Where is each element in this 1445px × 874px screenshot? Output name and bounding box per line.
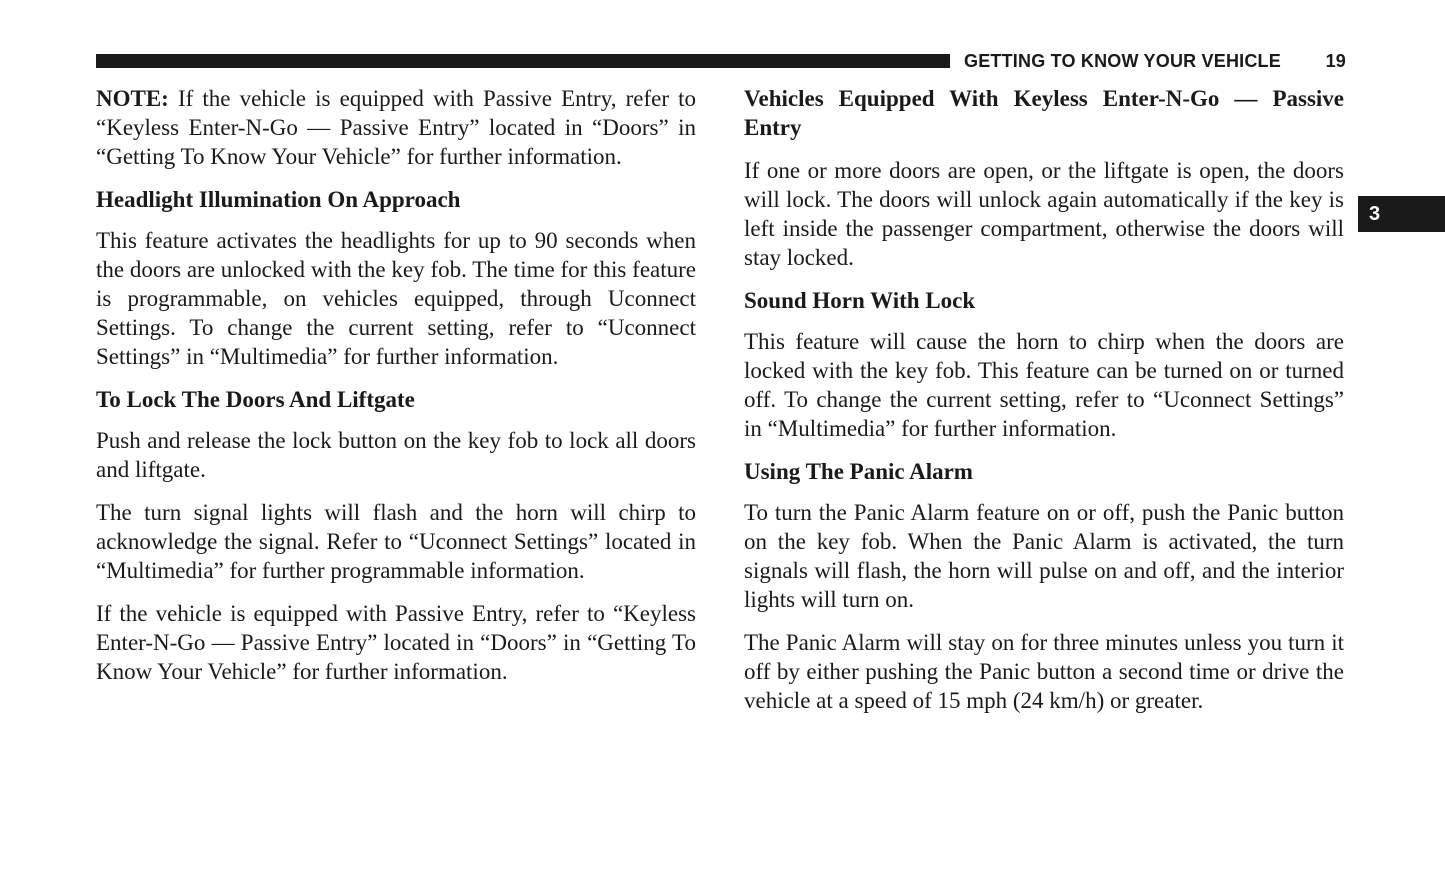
running-head xyxy=(964,50,1346,72)
page-number: 19 xyxy=(1325,50,1346,71)
paragraph-headlight-illumination: This feature activates the headlights for up to 90 seconds when the doors are unlocked with the key fob. The time for this feature is programmable, on vehicles equipped, through Uconnect Settings. To change the current setting, refer to “Uconnect Settings” in “Multimedia” for further information. xyxy=(96,228,696,369)
chapter-tab xyxy=(1358,196,1445,232)
heading-sound-horn: Sound Horn With Lock xyxy=(744,288,976,313)
heading-headlight-illumination: Headlight Illumination On Approach xyxy=(96,187,461,212)
note-text: If the vehicle is equipped with Passive Entry, refer to “Keyless Enter-N-Go — Passive Entry” located in “Doors” in “Getting To Know Your Vehicle” for further information. xyxy=(96,86,696,169)
heading-keyless-enter-n-go: Vehicles Equipped With Keyless Enter-N-Go — Passive Entry xyxy=(744,86,1344,140)
heading-lock-doors: To Lock The Doors And Liftgate xyxy=(96,387,415,412)
paragraph-sound-horn: This feature will cause the horn to chirp when the doors are locked with the key fob. This feature can be turned on or turned off. To change the current setting, refer to “Uconnect Settings” in “Multimedia” for further information. xyxy=(744,329,1344,441)
section-title: GETTING TO KNOW YOUR VEHICLE xyxy=(964,50,1281,71)
heading-panic-alarm: Using The Panic Alarm xyxy=(744,459,973,484)
paragraph-lock-3: If the vehicle is equipped with Passive Entry, refer to “Keyless Enter-N-Go — Passive Entry” located in “Doors” in “Getting To Know Your Vehicle” for further information. xyxy=(96,601,696,684)
right-column xyxy=(744,84,1344,729)
paragraph-keyless-enter-n-go: If one or more doors are open, or the liftgate is open, the doors will lock. The doors will unlock again automatically if the key is left inside the passenger compartment, otherwise the doors will stay locked. xyxy=(744,158,1344,270)
paragraph-panic-alarm-1: To turn the Panic Alarm feature on or off, push the Panic button on the key fob. When the Panic Alarm is activated, the turn signals will flash, the horn will pulse on and off, and the interior lights will turn on. xyxy=(744,500,1344,612)
paragraph-lock-2: The turn signal lights will flash and the horn will chirp to acknowledge the signal. Refer to “Uconnect Settings” located in “Multimedia” for further programmable information. xyxy=(96,500,696,583)
paragraph-lock-1: Push and release the lock button on the key fob to lock all doors and liftgate. xyxy=(96,428,696,482)
paragraph-panic-alarm-2: The Panic Alarm will stay on for three minutes unless you turn it off by either pushing the Panic button a second time or drive the vehicle at a speed of 15 mph (24 km/h) or greater. xyxy=(744,630,1344,713)
note-label: NOTE: xyxy=(96,86,169,111)
header-rule xyxy=(96,54,950,68)
note-paragraph xyxy=(96,84,696,171)
left-column xyxy=(96,84,696,700)
chapter-number: 3 xyxy=(1369,202,1381,225)
